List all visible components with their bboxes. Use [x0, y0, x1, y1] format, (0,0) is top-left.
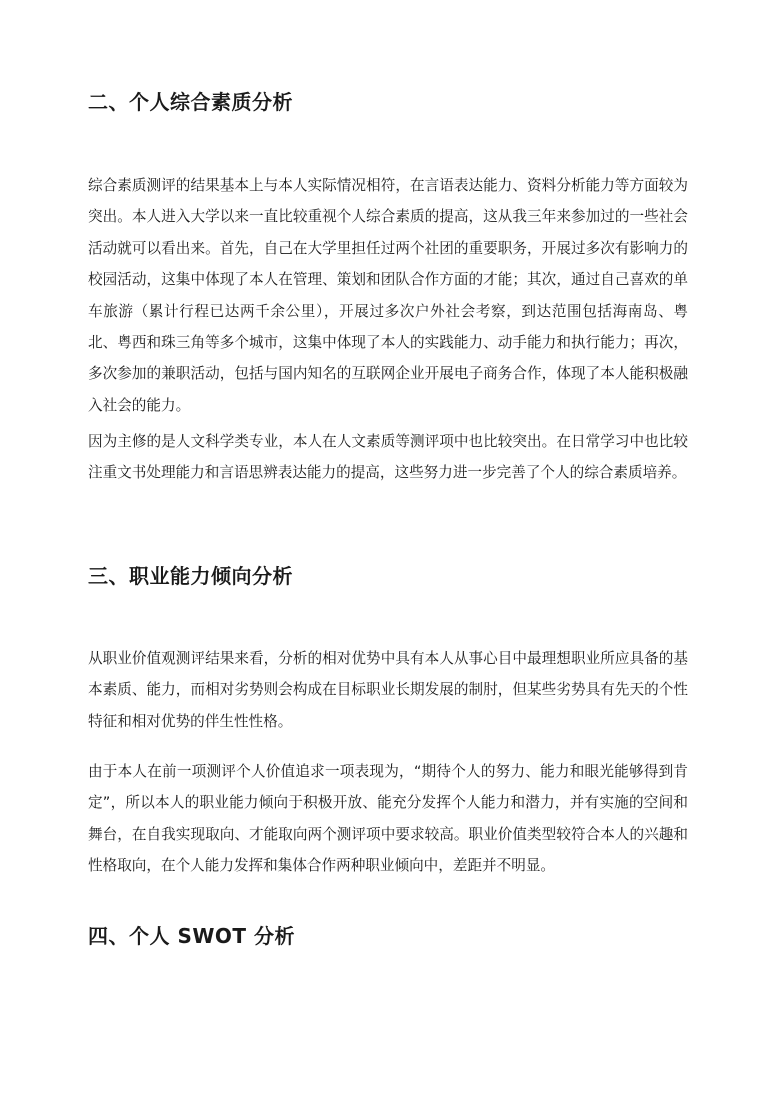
- section-heading-career-aptitude: 三、职业能力倾向分析: [88, 564, 293, 588]
- section-heading-personal-quality: 二、个人综合素质分析: [88, 90, 293, 114]
- paragraph-career-values: 从职业价值观测评结果来看，分析的相对优势中具有本人从事心目中最理想职业所应具备的基本素质、能力，而相对劣势则会构成在目标职业长期发展的制肘，但某些劣势具有先天的个性特征和相对优势的伴生性性格。: [88, 650, 688, 730]
- paragraph-humanities-major: 因为主修的是人文科学类专业，本人在人文素质等测评项中也比较突出。在日常学习中也比较注重文书处理能力和言语思辨表达能力的提高，这些努力进一步完善了个人的综合素质培养。: [88, 433, 688, 482]
- paragraph-quality-evaluation: 综合素质测评的结果基本上与本人实际情况相符，在言语表达能力、资料分析能力等方面较为突出。本人进入大学以来一直比较重视个人综合素质的提高，这从我三年来参加过的一些社会活动就可以看出来。首先，自己在大学里担任过两个社团的重要职务，开展过多次有影响力的校园活动，这集中体现了本人在管理、策划和团队合作方面的才能；其次，通过自己喜欢的单车旅游（累计行程已达两千余公里），开展过多次户外社会考察，到达范围包括海南岛、粤北、粤西和珠三角等多个城市，这集中体现了本人的实践能力、动手能力和执行能力；再次，多次参加的兼职活动，包括与国内知名的互联网企业开展电子商务合作，体现了本人能积极融入社会的能力。: [88, 177, 688, 414]
- paragraph-career-tendency: 由于本人在前一项测评个人价值追求一项表现为，“期待个人的努力、能力和眼光能够得到肯定”，所以本人的职业能力倾向于积极开放、能充分发挥个人能力和潜力，并有实施的空间和舞台，在自我实现取向、才能取向两个测评项中要求较高。职业价值类型较符合本人的兴趣和性格取向，在个人能力发挥和集体合作两种职业倾向中，差距并不明显。: [88, 763, 688, 875]
- section-heading-swot: 四、个人 SWOT 分析: [88, 924, 296, 948]
